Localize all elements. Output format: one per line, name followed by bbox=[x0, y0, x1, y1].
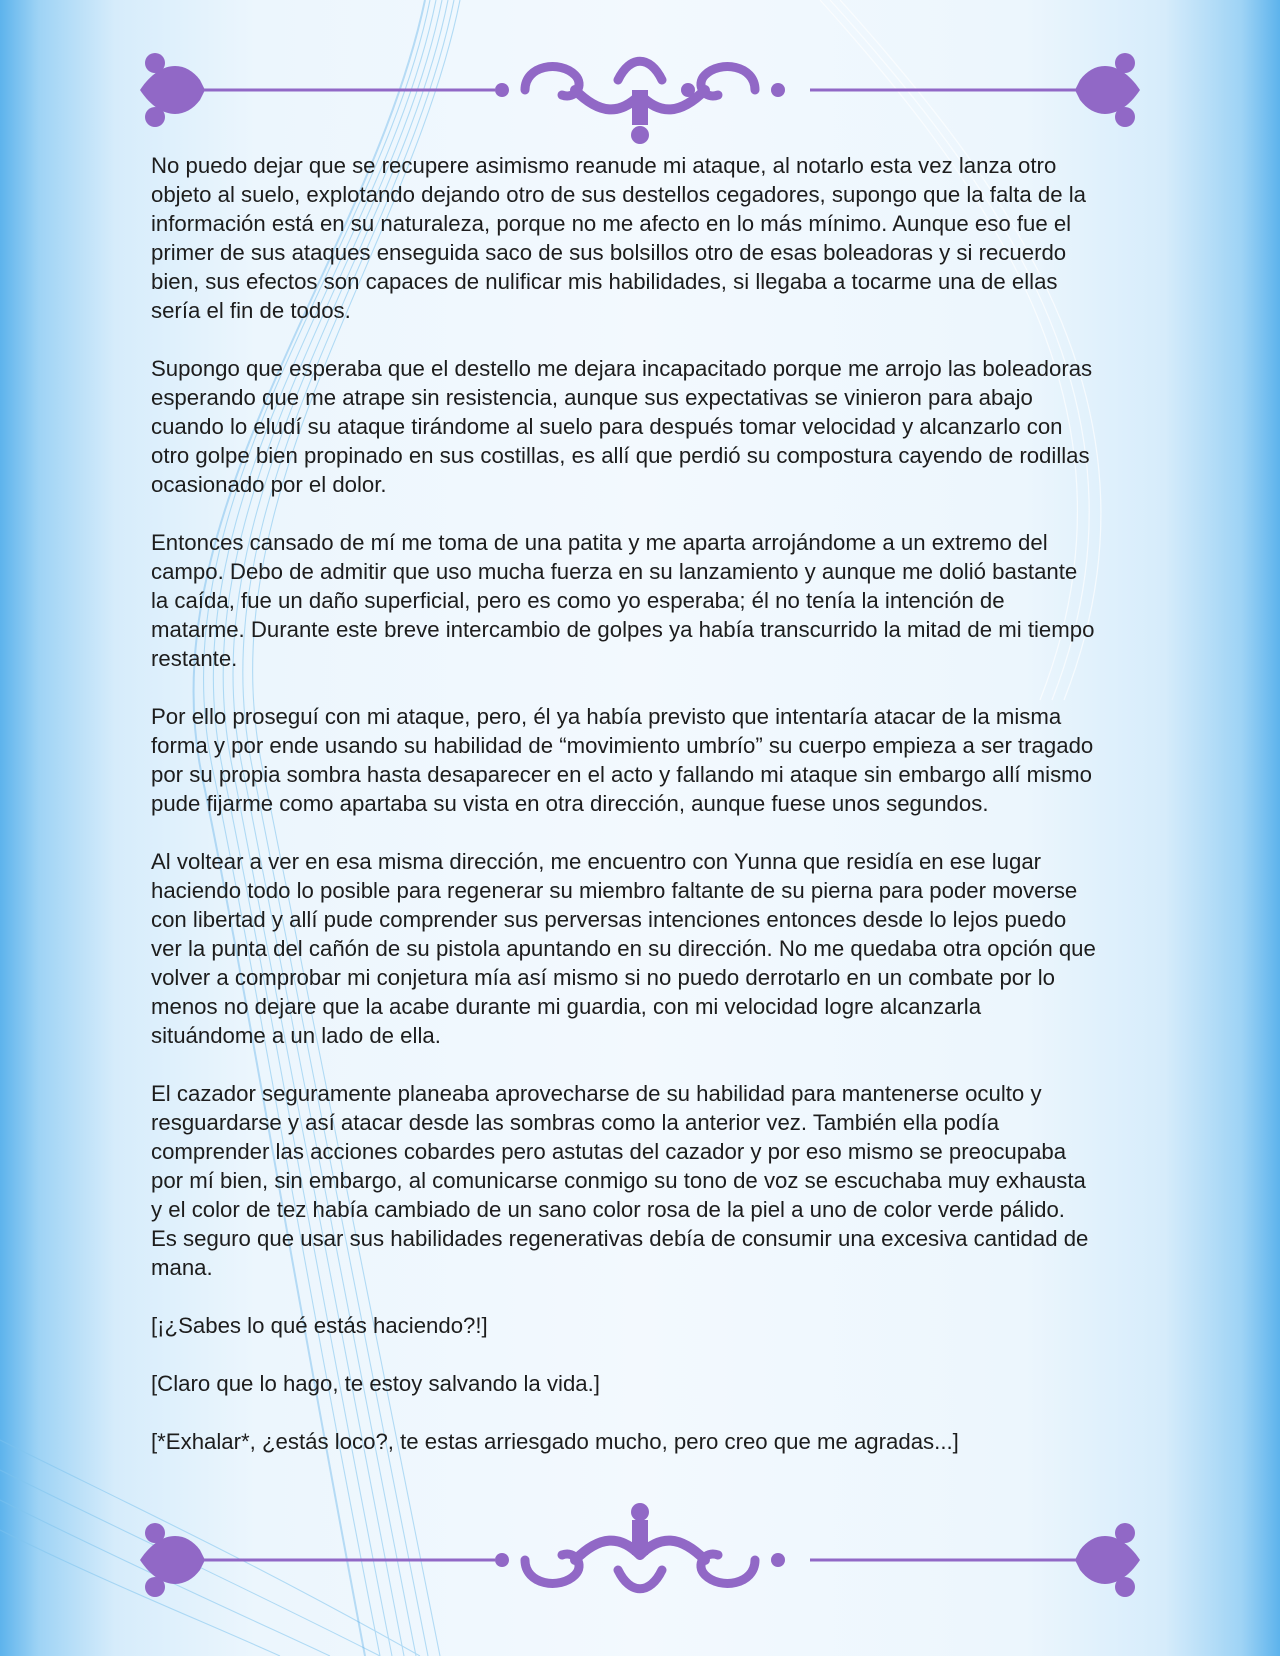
scroll-divider-icon bbox=[130, 1500, 1150, 1620]
paragraph: Por ello proseguí con mi ataque, pero, él ya había previsto que intentaría atacar de la misma forma y por ende usando su habilidad de “movimiento umbrío” su cuerpo empieza a ser tragado por su propia sombra hasta desaparecer en el acto y fallando mi ataque sin embargo allí mismo pude fijarme como apartaba su vista en otra dirección, aunque fuese unos segundos. bbox=[151, 704, 1094, 816]
dialogue-line: [*Exhalar*, ¿estás loco?, te estas arriesgado mucho, pero creo que me agradas...] bbox=[151, 1429, 959, 1454]
paragraph: El cazador seguramente planeaba aprovecharse de su habilidad para mantenerse oculto y resguardarse y así atacar desde las sombras como la anterior vez. También ella podía comprender las acciones cobardes pero astutas del cazador y por eso mismo se preocupaba por mí bien, sin embargo, al comunicarse conmigo su tono de voz se escuchaba muy exhausta y el color de tez había cambiado de un sano color rosa de la piel a uno de color verde pálido. Es seguro que usar sus habilidades regenerativas debía de consumir una excesiva cantidad de mana. bbox=[151, 1081, 1089, 1280]
paragraph: Entonces cansado de mí me toma de una patita y me aparta arrojándome a un extremo del campo. Debo de admitir que uso mucha fuerza en su lanzamiento y aunque me dolió bastante la caída, fue un daño superficial, pero es como yo esperaba; él no tenía la intención de matarme. Durante este breve intercambio de golpes ya había transcurrido la mitad de mi tiempo restante. bbox=[151, 530, 1095, 671]
paragraph: Supongo que esperaba que el destello me dejara incapacitado porque me arrojo las boleadoras esperando que me atrape sin resistencia, aunque sus expectativas se vinieron para abajo cuando lo eludí su ataque tirándome al suelo para después tomar velocidad y alcanzarlo con otro golpe bien propinado en sus costillas, es allí que perdió su compostura cayendo de rodillas ocasionado por el dolor. bbox=[151, 356, 1093, 497]
paragraph: No puedo dejar que se recupere asimismo reanude mi ataque, al notarlo esta vez lanza otro objeto al suelo, explotando dejando otro de sus destellos cegadores, supongo que la falta de la información está en su naturaleza, porque no me afecto en lo más mínimo. Aunque eso fue el primer de sus ataques enseguida saco de sus bolsillos otro de esas boleadoras y si recuerdo bien, sus efectos son capaces de nulificar mis habilidades, si llegaba a tocarme una de ellas sería el fin de todos. bbox=[151, 153, 1087, 323]
dialogue-line: [Claro que lo hago, te estoy salvando la vida.] bbox=[151, 1371, 600, 1396]
dialogue-line: [¡¿Sabes lo qué estás haciendo?!] bbox=[151, 1313, 488, 1338]
story-text bbox=[151, 151, 1096, 1485]
scroll-divider-icon bbox=[130, 35, 1150, 155]
paragraph: Al voltear a ver en esa misma dirección, me encuentro con Yunna que residía en ese lugar haciendo todo lo posible para regenerar su miembro faltante de su pierna para poder moverse con libertad y allí pude comprender sus perversas intenciones entonces desde lo lejos puedo ver la punta del cañón de su pistola apuntando en su dirección. No me quedaba otra opción que volver a comprobar mi conjetura mía así mismo si no puedo derrotarlo en un combate por lo menos no dejare que la acabe durante mi guardia, con mi velocidad logre alcanzarla situándome a un lado de ella. bbox=[151, 849, 1096, 1048]
